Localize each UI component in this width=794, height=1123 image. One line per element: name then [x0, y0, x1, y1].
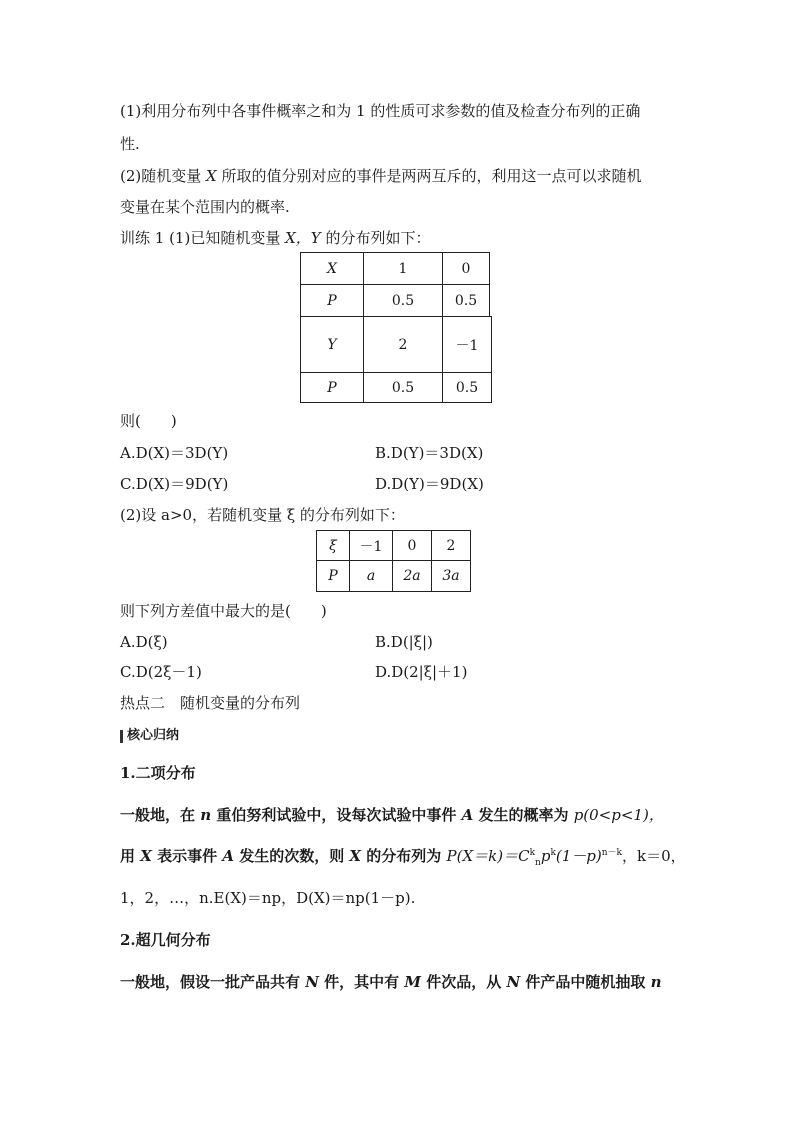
table-x-p1: 0.5 — [364, 285, 443, 317]
table-x-p-label: P — [327, 292, 337, 309]
table-x-head: X — [327, 260, 337, 277]
table-xi-head: ξ — [329, 537, 337, 554]
table-xi-p2: 2a — [403, 568, 421, 584]
training-heading: 训练 1 (1)已知随机变量 X，Y 的分布列如下： — [120, 229, 431, 247]
option-b: B.D(Y)＝3D(X) — [375, 444, 484, 462]
option2-b: B.D(|ξ|) — [375, 633, 433, 651]
para2-line2: 变量在某个范围内的概率. — [120, 198, 290, 216]
option-d: D.D(Y)＝9D(X) — [375, 475, 484, 493]
hypergeometric-line1: 一般地，假设一批产品共有 N 件，其中有 M 件次品，从 N 件产品中随机抽取 n — [120, 973, 662, 991]
binomial-line1: 一般地，在 n 重伯努利试验中，设每次试验中事件 A 发生的概率为 p(0<p<1)， — [120, 806, 664, 824]
core-label: 核心归纳 — [127, 728, 180, 743]
table-x-v2: 0 — [443, 253, 490, 285]
table-y-p1: 0.5 — [364, 373, 443, 403]
question2: 则下列方差值中最大的是( ) — [120, 602, 327, 620]
table-y-p2: 0.5 — [443, 373, 492, 403]
table-xi-v2: 0 — [393, 531, 432, 561]
hypergeometric-title: 2.超几何分布 — [120, 931, 211, 949]
distribution-table-x — [300, 252, 490, 317]
binomial-line3: 1，2，…，n.E(X)＝np，D(X)＝np(1－p). — [120, 889, 416, 907]
binomial-title: 1.二项分布 — [120, 764, 196, 782]
hotspot-heading: 热点二 随机变量的分布列 — [120, 694, 301, 712]
table-y-v1: 2 — [364, 317, 443, 373]
para1-line1: (1)利用分布列中各事件概率之和为 1 的性质可求参数的值及检查分布列的正确 — [120, 102, 641, 120]
table-x-p2: 0.5 — [443, 285, 490, 317]
core-label-bar — [120, 730, 123, 743]
para1-line2: 性. — [120, 135, 140, 153]
part2-heading: (2)设 a>0，若随机变量 ξ 的分布列如下： — [120, 506, 405, 524]
question1: 则( ) — [120, 412, 177, 430]
table-xi-p3: 3a — [442, 568, 460, 584]
option2-a: A.D(ξ) — [120, 633, 168, 651]
table-xi-v1: －1 — [350, 531, 393, 561]
binomial-line2: 用 X 表示事件 A 发生的次数，则 X 的分布列为 $P(X=k)=C^k_np^k(1-p)^{n-k}$，k＝0， — [120, 847, 686, 868]
distribution-table-xi — [316, 530, 471, 592]
distribution-table-y — [300, 316, 492, 403]
table-y-head: Y — [327, 336, 337, 353]
table-xi-v3: 2 — [432, 531, 471, 561]
table-xi-p-label: P — [328, 568, 338, 584]
table-y-v2: －1 — [443, 317, 492, 373]
option-a: A.D(X)＝3D(Y) — [120, 444, 229, 462]
option-c: C.D(X)＝9D(Y) — [120, 475, 229, 493]
option2-c: C.D(2ξ－1) — [120, 663, 202, 681]
para2-line1: (2)随机变量 X 所取的值分别对应的事件是两两互斥的，利用这一点可以求随机 — [120, 167, 642, 185]
table-xi-p1: a — [366, 568, 376, 584]
table-x-v1: 1 — [364, 253, 443, 285]
table-y-p-label: P — [327, 379, 337, 396]
option2-d: D.D(2|ξ|＋1) — [375, 663, 468, 681]
